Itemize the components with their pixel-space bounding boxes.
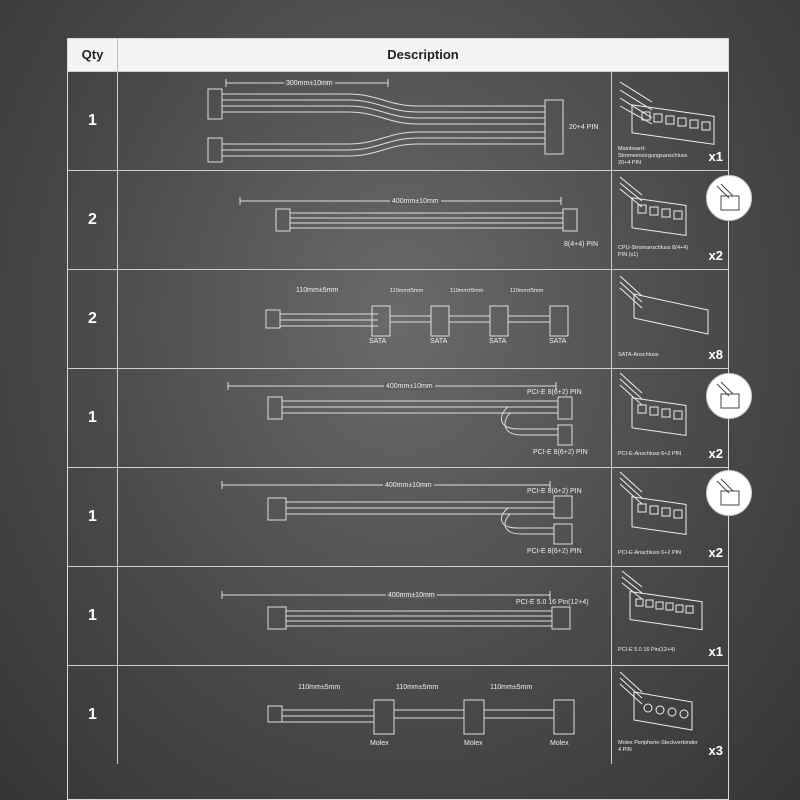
qty-cell: 2	[68, 171, 118, 269]
table-row	[68, 170, 728, 269]
connector-name: PCI-E-Anschluss 6+2 PIN	[618, 550, 682, 556]
qty-cell: 2	[68, 270, 118, 368]
cable-drawing-cpu	[118, 171, 610, 269]
connector-thumb	[611, 369, 729, 467]
connector-thumb	[611, 468, 729, 566]
connector-name: Mainboard-Stromversorgungsanschluss 20+4 PIN	[618, 146, 688, 166]
count-badge: x3	[708, 743, 723, 758]
length-label: 400mm±10mm	[392, 198, 439, 205]
connector-name: CPU-Stromanschluss 8(4+4) PIN (x1)	[618, 245, 689, 258]
qty-header: Qty	[68, 39, 118, 71]
count-badge: x1	[708, 149, 723, 164]
count-badge: x2	[708, 545, 723, 560]
sata-label: SATA	[430, 338, 448, 345]
cable-sata-icon	[118, 270, 610, 368]
pin-detail-icon	[707, 471, 751, 515]
pin-label: PCI-E 8(6+2) PIN	[527, 389, 582, 396]
table-row	[68, 665, 728, 764]
cable-drawing-pcie5	[118, 567, 610, 665]
qty-cell: 1	[68, 567, 118, 665]
cable-drawing-24pin	[118, 72, 610, 170]
length-label: 110mm±5mm	[298, 684, 341, 691]
connector-thumb	[611, 666, 729, 764]
connector-name: PCI-E-Anschluss 6+2 PIN	[618, 451, 682, 457]
qty-cell: 1	[68, 666, 118, 764]
cable-cpu-icon	[118, 171, 610, 269]
table-header	[68, 39, 728, 71]
qty-cell: 1	[68, 369, 118, 467]
connector-name: PCI-E 5.0 16 Pin(12+4)	[618, 647, 676, 653]
cable-24pin-icon	[118, 72, 610, 170]
table-row	[68, 368, 728, 467]
cable-table	[67, 38, 729, 800]
length-label: 110mm±5mm	[510, 288, 544, 294]
pin-label: 20+4 PIN	[569, 124, 599, 131]
zoom-circle	[706, 470, 752, 516]
connector-thumb	[611, 270, 729, 368]
count-badge: x2	[708, 446, 723, 461]
cable-drawing-molex	[118, 666, 610, 764]
length-label: 110mm±5mm	[390, 288, 424, 294]
cable-drawing-sata	[118, 270, 610, 368]
pin-label: PCI-E 8(6+2) PIN	[533, 449, 588, 456]
pin-detail-icon	[707, 176, 751, 220]
length-label: 110mm±5mm	[396, 684, 439, 691]
length-label: 300mm±10mm	[286, 80, 333, 87]
sata-label: SATA	[489, 338, 507, 345]
length-label: 110mm±5mm	[296, 287, 339, 294]
count-badge: x8	[708, 347, 723, 362]
molex-label: Molex	[550, 740, 569, 747]
connector-name: Molex Peripherie-Steckverbinder 4 PIN	[618, 740, 698, 753]
zoom-circle	[706, 175, 752, 221]
zoom-circle	[706, 373, 752, 419]
molex-label: Molex	[464, 740, 483, 747]
count-badge: x2	[708, 248, 723, 263]
molex-label: Molex	[370, 740, 389, 747]
cable-drawing-pcie	[118, 468, 610, 566]
sata-label: SATA	[549, 338, 567, 345]
cable-molex-icon	[118, 666, 610, 764]
qty-cell: 1	[68, 468, 118, 566]
description-header: Description	[387, 47, 459, 62]
pin-label: 8(4+4) PIN	[564, 241, 599, 248]
connector-thumb	[611, 72, 729, 170]
length-label: 400mm±10mm	[386, 383, 433, 390]
table-row	[68, 467, 728, 566]
pin-label: PCI-E 8(6+2) PIN	[527, 548, 582, 555]
sata-label: SATA	[369, 338, 387, 345]
cable-pcie5-icon	[118, 567, 610, 665]
length-label: 400mm±10mm	[385, 482, 432, 489]
connector-name: SATA-Anschluss	[618, 352, 659, 358]
qty-cell: 1	[68, 72, 118, 170]
length-label: 400mm±10mm	[388, 592, 435, 599]
connector-thumb	[611, 171, 729, 269]
pin-label: PCI-E 5.0 16 Pin(12+4)	[516, 599, 589, 606]
pin-detail-icon	[707, 374, 751, 418]
count-badge: x1	[708, 644, 723, 659]
length-label: 110mm±5mm	[490, 684, 533, 691]
connector-thumb	[611, 567, 729, 665]
table-row	[68, 269, 728, 368]
table-row	[68, 566, 728, 665]
table-row	[68, 71, 728, 170]
cable-drawing-pcie	[118, 369, 610, 467]
pin-label: PCI-E 8(6+2) PIN	[527, 488, 582, 495]
length-label: 110mm±5mm	[450, 288, 484, 294]
